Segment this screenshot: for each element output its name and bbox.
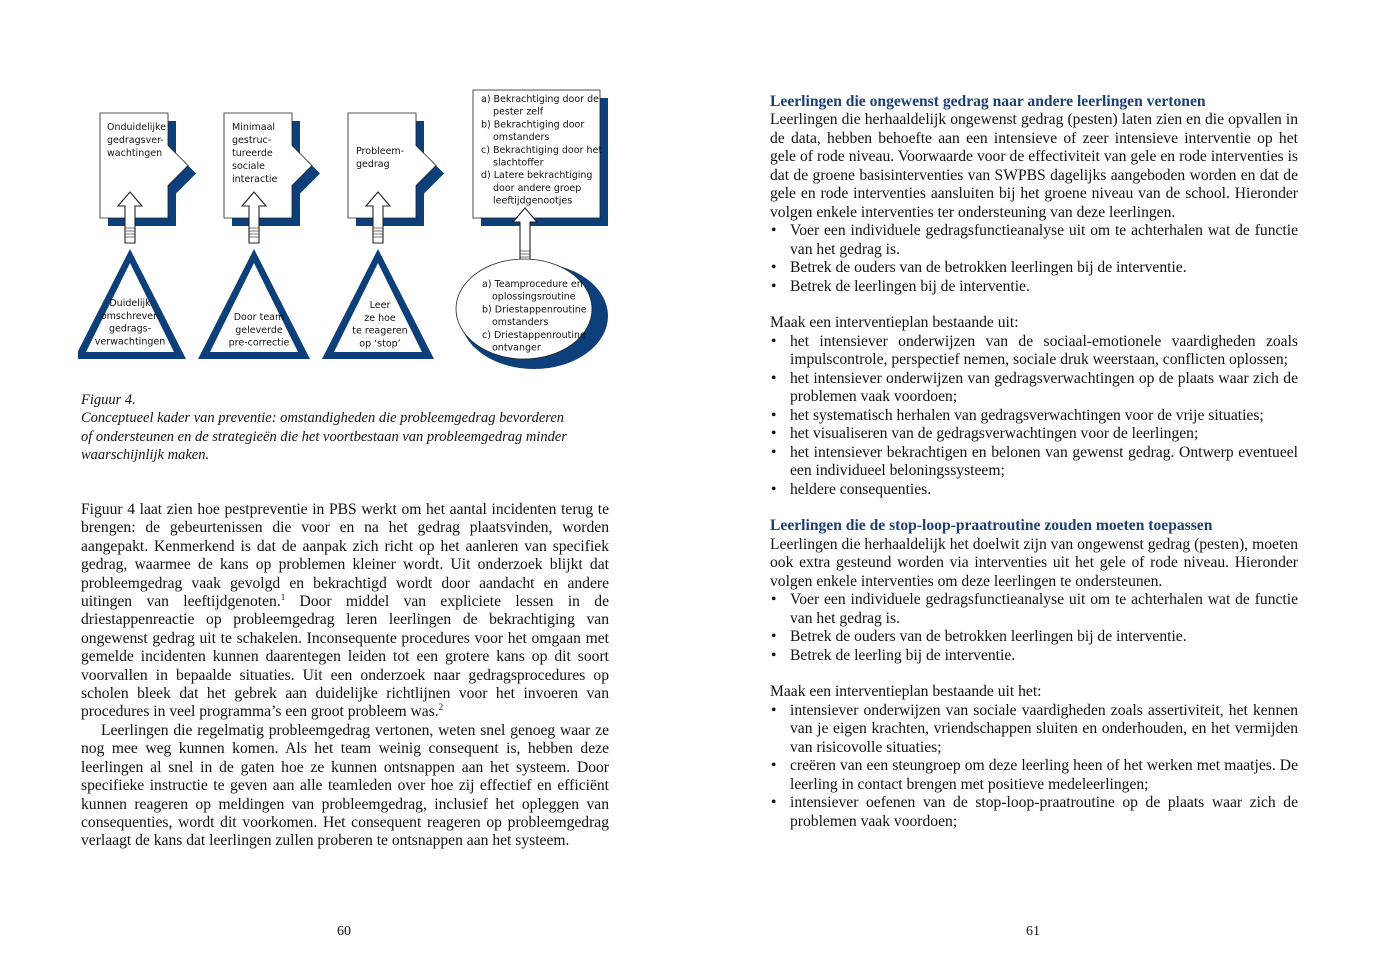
section-heading: Leerlingen die ongewenst gedrag naar andere leerlingen vertonen [770,93,1206,110]
bullet-icon: • [771,646,777,664]
bullet-icon: • [771,701,777,719]
list-item [770,333,1298,370]
box-text: Probleem- [356,146,405,157]
list-item [770,628,1298,646]
paragraph [81,501,609,722]
list-item [770,259,1298,277]
triangle-text: ze hoe [364,312,396,324]
page-number-left: 60 [337,924,351,939]
list-item [770,794,1298,831]
list-item [770,591,1298,628]
list-item-text: het visualiseren van de gedragsverwachtingen voor de leerlingen; [790,425,1199,443]
box-text: a) Bekrachtiging door de [481,94,599,105]
bullet-icon: • [771,369,777,387]
bullet-icon: • [771,332,777,350]
box-text: wachtingen [107,148,163,159]
triangle-text: pre-correctie [228,337,290,349]
bullet-icon: • [771,425,777,443]
bullet-icon: • [771,259,777,277]
bullet-list [770,702,1298,831]
bullet-icon: • [771,277,777,295]
right-page-body [770,93,1298,831]
list-item [770,425,1298,443]
triangle-text: verwachtingen [94,336,166,348]
paragraph: Leerlingen die herhaaldelijk ongewenst gedrag (pesten) laten zien en die opvallen in de data, hebben behoefte aan een intensieve of zeer intensieve interventie op het gele of rode niveau. Voorwaarde voor de effectiviteit van gele en rode interventies is dat de groene basisinterventies van SWPBS dagelijks aangeboden worden en dat de gele en rode interventies aansluiten bij het groene niveau van de school. Hieronder volgen enkele interventies ter ondersteuning van deze leerlingen. [770,111,1298,221]
triangle-text: geleverde [235,324,283,336]
footnote-ref[interactable]: 2 [438,702,444,713]
list-item [770,481,1298,499]
ellipse-text: b) Driestappenroutine [482,304,587,316]
paragraph: Maak een interventieplan bestaande uit het: [770,683,1042,701]
bullet-icon: • [771,628,777,646]
list-item-text: het systematisch herhalen van gedragsverwachtingen voor de vrije situaties; [790,406,1264,424]
list-item [770,444,1298,481]
list-item [770,702,1298,757]
ellipse-text: a) Teamprocedure en [482,279,583,290]
list-item-text: Betrek de ouders van de betrokken leerlingen bij de interventie. [790,259,1187,277]
box-text: Minimaal [232,122,276,133]
paragraph: Leerlingen die regelmatig probleemgedrag vertonen, weten snel genoeg waar ze nog mee weg kunnen komen. Als het team weinig consequent is, hebben deze leerlingen al snel in de gaten hoe ze kunnen ontsnappen aan het systeem. Door specifieke instructie te geven aan alle teamleden over hoe zij effectief en efficiënt kunnen reageren op meldingen van probleemgedrag, inclusief het opleggen van consequenties, wordt dit voorkomen. Het consequent reageren op probleemgedrag verlaagt de kans dat leerlingen zullen proberen te ontsnappen aan het systeem. [81,721,609,850]
list-item [770,647,1298,665]
bullet-icon: • [771,222,777,240]
list-item [770,757,1298,794]
triangle-text: te reageren [352,325,408,337]
bullet-list [770,591,1298,665]
paragraph-text: Door middel van expliciete lessen in de driestappenreactie op probleemgedrag leren leerlingen de bekrachtiging van ongewenst gedrag uit te schakelen. Inconsequente procedures voor het omgaan met gemelde incidenten kunnen daarentegen leiden tot een grotere kans op dit soort voorvallen in bepaalde situaties. Uit een onderzoek naar gedragsprocedures op scholen bleek dat het gebrek aan duidelijke richtlijnen voor het invoeren van procedures in veel programma’s een groot probleem was. [81,593,609,721]
list-item-text: Betrek de leerling bij de interventie. [790,646,1016,664]
box-text: pester zelf [493,106,544,118]
list-item-text: creëren van een steungroep om deze leerling heen of het werken met maatjes. De leerling in contact brengen met positieve medeleerlingen; [790,757,1298,793]
triangle-text: Leer [369,300,391,311]
triangle-text: gedrags- [108,323,152,335]
bullet-icon: • [771,443,777,461]
box-text: gestruc- [232,135,272,146]
list-item [770,370,1298,407]
list-item-text: Betrek de ouders van de betrokken leerlingen bij de interventie. [790,628,1187,646]
list-item-text: intensiever onderwijzen van sociale vaardigheden zoals assertiviteit, het kennen van je eigen krachten, vriendschappen sluiten en onderhouden, en het vermijden van risicovolle situaties; [790,701,1298,756]
list-item-text: Voer een individuele gedragsfunctieanalyse uit om te achterhalen wat de functie van het gedrag is. [790,591,1298,627]
box-text: tureerde [232,148,273,159]
box-text: d) Latere bekrachtiging [481,170,593,182]
box-text: sociale [232,161,265,172]
box-text: slachtoffer [493,157,544,169]
list-item-text: Voer een individuele gedragsfunctieanalyse uit om te achterhalen wat de functie van het gedrag is. [790,222,1298,258]
page-number-right: 61 [1026,924,1040,939]
bullet-icon: • [771,757,777,775]
list-item [770,278,1298,296]
list-item-text: het intensiever onderwijzen van gedragsverwachtingen op de plaats waar zich de problemen vaak voordoen; [790,369,1298,406]
caption-line: waarschijnlijk maken. [81,446,210,463]
box-text: omstanders [493,132,550,144]
left-page-body [81,501,609,851]
triangle-text: Duidelijk [109,298,151,309]
figure-4-diagram [78,86,618,376]
bullet-icon: • [771,591,777,609]
box-text: c) Bekrachtiging door het [481,144,603,156]
caption-line: of ondersteunen en de strategieën die het voortbestaan van probleemgedrag minder [81,428,567,445]
box-text: door andere groep [493,182,582,194]
list-item-text: heldere consequenties. [790,480,932,498]
box-text: gedragsver- [107,135,164,146]
triangle-text: Door team [233,312,285,323]
paragraph: Leerlingen die herhaaldelijk het doelwit zijn van ongewenst gedrag (pesten), moeten ook extra gesteund worden via interventies uit het gele of rode niveau. Hieronder volgen enkele interventies om deze leerlingen te ondersteunen. [770,535,1298,590]
triangle-text: op ‘stop’ [359,338,401,350]
box-text: gedrag [356,159,390,170]
box-text: b) Bekrachtiging door [481,119,585,131]
ellipse-text: oplossingsroutine [492,291,576,303]
bullet-icon: • [771,794,777,812]
box-text: interactie [232,174,278,185]
paragraph-text: Figuur 4 laat zien hoe pestpreventie in PBS werkt om het aantal incidenten terug te brengen: de gebeurtenissen die voor en na het gedrag plaatsvinden, worden aangepakt. Kenmerkend is dat de aanpak zich richt op het aanleren van specifiek gedrag, waarmee de kans op problemen kleiner wordt. Uit onderzoek blijkt dat probleemgedrag vaak gevolgd en bekrachtigd wordt door aandacht en andere uitingen van leeftijdgenoten. [81,501,609,611]
ellipse-text: omstanders [492,317,549,329]
list-item-text: intensiever oefenen van de stop-loop-praatroutine op de plaats waar zich de problemen vaak voordoen; [790,794,1298,830]
bullet-list [770,333,1298,499]
concept-diagram-svg [78,86,618,376]
list-item-text: Betrek de leerlingen bij de interventie. [790,277,1030,295]
list-item [770,222,1298,259]
caption-label: Figuur 4. [81,392,136,408]
bullet-icon: • [771,406,777,424]
triangle-text: omschreven [100,310,160,322]
ellipse-text: ontvanger [492,342,541,354]
caption-line: Conceptueel kader van preventie: omstandigheden die probleemgedrag bevorderen [81,410,565,427]
bullet-list [770,222,1298,296]
box-text: leeftijdgenootjes [493,195,573,207]
ellipse-text: c) Driestappenroutine [482,329,586,341]
section-heading: Leerlingen die de stop-loop-praatroutine zouden moeten toepassen [770,517,1213,535]
footnote-ref[interactable]: 1 [280,592,286,603]
list-item-text: het intensiever bekrachtigen en belonen van gewenst gedrag. Ontwerp eventueel een individueel beloningssysteem; [790,443,1298,480]
box-text: Onduidelijke [107,122,166,133]
bullet-icon: • [771,480,777,498]
paragraph: Maak een interventieplan bestaande uit: [770,314,1019,332]
list-item [770,407,1298,425]
list-item-text: het intensiever onderwijzen van de sociaal-emotionele vaardigheden zoals impulscontrole, perspectief nemen, sociale druk weerstaan, conflicten oplossen; [790,332,1298,369]
figure-caption [81,391,609,464]
